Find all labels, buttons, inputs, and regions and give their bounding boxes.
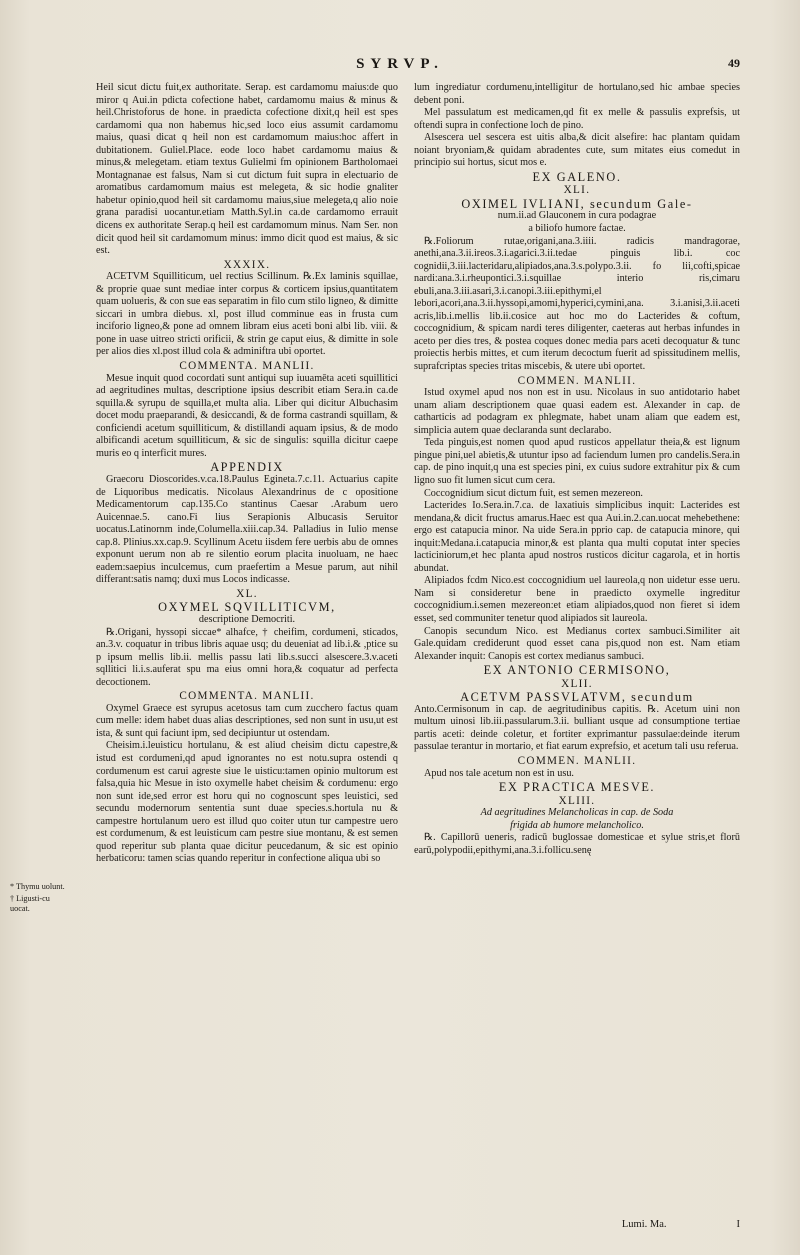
paragraph: Canopis secundum Nico. est Medianus cortex sambuci.Similiter ait Gale.quidam crediderunt quod esset cana pis,quod non est. Nam etiam Alexander inquit: Canopis est cortex medianus sambuci. <box>414 625 740 662</box>
catchword-line <box>552 1219 740 1230</box>
commentary-heading: COMMEN. MANLII. <box>517 754 637 767</box>
margin-note: † Ligusti-cu uocat. <box>10 894 50 913</box>
paragraph: Oxymel Graece est syrupus acetosus tam cum zucchero factus quam cum melle: idem habet duas alias descriptiones, sed non sunt in usu,ut est ista, & sunt qui faciunt ipm, sed decipiuntur ut ostendam. <box>96 702 398 739</box>
paragraph: Heil sicut dictu fuit,ex authoritate. Serap. est cardamomu maius:de quo miror q Aui.in pdicta cofectione habet, cardamomu maius & minus & heil.Christoforus de hone. in praedicta cofectione dixit,q heil est spes cardamomi qua non habemus hic,sed loco eius assumit cardamomu maius, quasi dicat q heil non est cardamomum maius:hoc affert in dubitationem. Guliel.Place. eode loco habet cardamomu maius & minus,& melegetam. etiam textus Gulielmi fm opinionem Bartholomaei Montagnanae est falsus, Nam si cut dictum fuit supra in electuario de aromatibus cardamomum maius est melegeta, & sic hodie gnaliter habetur opinio,quod heil sit cardamomu maius,siue melegeta,q alio noie grana paradisi uocantur.etiam Matth.Syl.in ca.de cardamomo errauit dicens ex authoritate Serap.q heil est cardamomum minus. Nam Ser. non dicit quod heil sit cardamomum minus: immo dicit quod est maius, & sic est. <box>96 82 398 257</box>
source-heading: EX ANTONIO CERMISONO, <box>483 663 671 678</box>
paragraph: Istud oxymel apud nos non est in usu. Nicolaus in suo antidotario habet unam aliam descriptionem quae quasi eadem est. Alexander in cap. de catharticis ad podagram ex phlegmate, habet unam aliam que eadem est, simplicia autem quae declaranda sunt declarabo. <box>414 387 740 436</box>
paragraph: Graecoru Dioscorides.v.ca.18.Paulus Egineta.7.c.11. Actuarius capite de Liquoribus medicatis. Nicolaus Alexandrinus de c opositione Medicamentorum cap.135.Co stantinus Caesar .Arabum uero Auicennae.5. cano.Fi lius Serapionis Albucasis Seruitor uocatus.Latinornm inde,Columella.xiii.cap.34. Palladius in Iulio mense cap.8. Plinius.xx.cap.9. Scyllinum Acetu iisdem fere uerbis abu de omnes exponunt uerum non ab re silentio eorum placita inuoluam, ne haec eadem:saepius inculcemus, cum praefertim a Mesue parum, aut nihil differant:satis namq; duxi mus Locos indicasse. <box>96 473 398 586</box>
paragraph: Teda pinguis,est nomen quod apud rusticos appellatur theia,& est lignum pingue pini,uel abietis,& utuntur ipso ad faciendum lumen pro candelis.Sera.in cap. de pino inquit,q una est species pini, ex cuius sudore extrahitur pix & cum ligno suo fit lumen sicut cum cera. <box>414 437 740 486</box>
running-head: SYRVP. <box>356 56 444 72</box>
commentary-heading: COMMENTA. MANLII. <box>179 360 315 373</box>
section-number: XXXIX. <box>223 258 271 271</box>
paragraph: Lacterides Io.Sera.in.7.ca. de laxatiuis simplicibus inquit: Lacterides est mendana,& dicit fructus amarus.Haec est qua Aui.in.2.can.uocat mehebethene: ergo est catapucia minor. Na uide Sera.in pprio cap. de catapucia minore, qui inquit:Medana.i.catapucia minor,& est planta qua multi coputat inter species lacticiniorum,et hec planta apud nostros rusticos dicitur cagarola, et in hortis abundat. <box>414 500 740 574</box>
recipe-subtitle: Ad aegritudines Melancholicas in cap. de Soda <box>480 807 674 819</box>
left-column <box>96 82 398 1182</box>
paragraph: ℞.Foliorum rutae,origani,ana.3.iiii. radicis mandragorae, anethi,ana.3.ii.ireos.3.i.agarici.3.ii.tedae pinguis lib.i. coc cognidii,3.iii.lacteridaru,alipiados,ana.3.s.polypo.3.ii. fo lii,cofti,spicae nardi:ana.3.i.rheupontici.3.i.squillae interio ris,cimaru ebuli,ana.3.iii.asari,3.i.canopi.3.iii.epithymi,el lebori,acori,ana.3.ii.hyssopi,amomi,hyperici,cymini,ana. 3.i.anisi,3.ii.aceti acris,lib.i.mellis lib.ii.cosice aut hoc mo do Lacterides & coftum, coccognidium, & spicam nardi teres diligenter, caeteras aut herbas infundes in aceto per dies tres, & postea coques donec media pars aceti decoquatur & tunc proiectis herbis mittes, et cum iterum decoctum fuerit ad spissitudinem mellis, suprafcriptas species tritas miscebis, & utere ubi oportet. <box>414 235 740 373</box>
section-number: XL. <box>236 587 258 600</box>
page-number: 49 <box>728 56 740 70</box>
section-number: XLI. <box>563 184 591 197</box>
page-header <box>0 56 800 78</box>
margin-note: * Thymu uolunt. <box>10 882 65 891</box>
source-heading: EX PRACTICA MESVE. <box>498 780 656 795</box>
paragraph: ℞.Origani, hyssopi siccae* alhafce, † cheifim, cordumeni, sticados, an.3.v. coquatur in tribus libris aquae usq; du deueniat ad lib.i.& ,ptice su p ipsum mellis lib.ii. mellis passu lati lib.s.succi alsescere.3.v.aceti sqllitici li.i.s.auferat spu ma eius omni hora,& coquatur ad perfecta decoctionem. <box>96 626 398 688</box>
commentary-heading: COMMENTA. MANLII. <box>179 690 315 703</box>
recipe-title: ACETVM PASSVLATVM, secundum <box>460 690 694 705</box>
recipe-title: OXIMEL IVLIANI, secundum Gale- <box>461 196 693 211</box>
paragraph: Mel passulatum est medicamen,qd fit ex melle & passulis exprefsis, ut oftendi supra in confectione loch de pino. <box>414 107 740 131</box>
catchword: Lumi. Ma. <box>621 1219 667 1230</box>
paragraph: Apud nos tale acetum non est in usu. <box>424 767 574 779</box>
paragraph: ACETVM Squilliticum, uel rectius Scillinum. ℞.Ex laminis squillae, & proprie quae sunt mediae inter corpus & corticem ipsius,quantitatem quam uolueris, & con sue eas separatim in filo cum stilo ligneo, & dimitte siccari in umbra diebus. xl, post illud comminue eas in frusta cum inciforio ligneo,& pone ad omnem libram eius aceti boni albi lib. viii. & pone in uase uitreo stricti orificii, & strin ge caput eius, & dimitte in sole per alios dies xl.post illud cola & adminiftra ubi oportet. <box>96 271 398 358</box>
recipe-subtitle: num.ii.ad Glauconem in cura podagrae <box>497 210 657 222</box>
recipe-subtitle: a biliofo humore factae. <box>528 223 626 235</box>
paragraph: Coccognidium sicut dictum fuit, est semen mezereon. <box>424 487 643 499</box>
commentary-heading: COMMEN. MANLII. <box>517 374 637 387</box>
appendix-heading: APPENDIX <box>210 460 284 475</box>
paragraph: Alipiados fcdm Nico.est coccognidium uel laureola,q non uidetur esse ueru. Nam si consideretur bene in praedicto oxymelle ingreditur coccognidium.i.semen mezereon:et etiam alipiados,quod non fieret si idem esset, sed communiter tenetur quod alipiados sit laureola. <box>414 575 740 624</box>
signature-mark: I <box>736 1219 740 1230</box>
right-column <box>414 82 740 1182</box>
paragraph: Cheisim.i.leuisticu hortulanu, & est aliud cheisim dictu capestre,& istud est cordumeni,qd apud ignorantes no est notu.supra ostendi q cordumenum est carui agreste siue le uisticu:tamen opinio multorum est falsa,quia hic Mesue in isto oxymelle habet cheisim & cordumenu: ergo non sunt ide,sed error est horu qui no cognoscunt spes leuistici, sed secundu modernorum sententia sunt duae species.s.hortula nu & campestre hortulanum uero est illud quo coiter utun tur campestre uero est cordumenum, & est leuisticum cam pestre siue montanu, & est semen quod reperitur sub planta quae dicitur peucedanum, & sic est opinio herbaticoru: tamen scias quando reperitur in confectione aliqua ubi so <box>96 740 398 865</box>
paragraph: Anto.Cermisonum in cap. de aegritudinibus capitis. ℞. Acetum uini non multum uinosi lib.iii.passularum.3.ii. bulliant usque ad consumptione tertiae partis aceti: deinde coletur, et fortiter exprimantur passulae:deinde iterum passulae terantur in mortario, et fiat earum exprefsio, et acetum tali usu referua. <box>414 703 740 753</box>
section-number: XLII. <box>561 677 593 690</box>
section-number: XLIII. <box>558 794 596 807</box>
recipe-title: OXYMEL SQVILLITICVM, <box>158 600 336 615</box>
paragraph: Mesue inquit quod cocordati sunt antiqui sup iuuamēta aceti squillitici ad aegritudines multas, descriptione ipsius describit etiam Sera.in ca.de squilla.& syrupu de squilla,et multa alia. Liber qui dicitur Albuchasim docet modu praeparandi, & desiccandi, & de forma castrandi squillam, & conficiendi acetum squilliticum, & distillandi aquam ipsius, & de modo albificandi acetum squilliticum, & sic de singulis: squilla dicitur caepe muris eo q interficit mures. <box>96 372 398 459</box>
source-heading: EX GALENO. <box>532 169 622 184</box>
recipe-subtitle: descriptione Democriti. <box>198 613 296 625</box>
paragraph: ℞. Capillorū ueneris, radicū buglossae domesticae et sylue stris,et florū earū,polypodii,epithymi,ana.3.i.follicu.senę <box>414 832 740 856</box>
recipe-subtitle: frigida ab humore melancholico. <box>510 819 644 831</box>
paragraph: lum ingrediatur cordumenu,intelligitur de hortulano,sed hic ambae species debent poni. <box>414 82 740 106</box>
margin-notes <box>10 882 68 916</box>
paragraph: Alsescera uel sescera est uitis alba,& dicit alsefire: hac plantam quidam noiant bryoniam,& quidam abradentes cute, sum mitates eius comedut in principio sui hortus, sicut mos e. <box>414 132 740 169</box>
